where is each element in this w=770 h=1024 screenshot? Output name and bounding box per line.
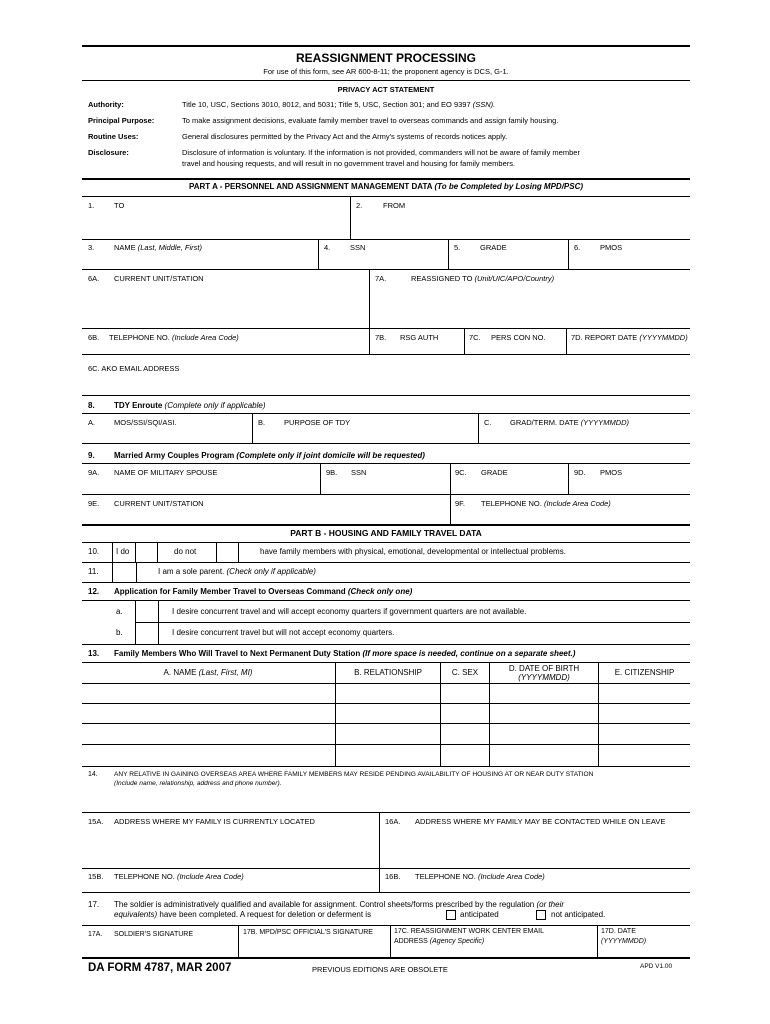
spouse-name-input[interactable]: [83, 478, 318, 492]
leave-address-input[interactable]: [381, 828, 688, 866]
soldier-signature-field[interactable]: [83, 940, 236, 956]
field-8b-num: B.: [258, 418, 266, 427]
field-14-note: (Include name, relationship, address and phone number).: [114, 780, 282, 787]
donot-checkbox[interactable]: [217, 543, 237, 561]
privacy-act-title: PRIVACY ACT STATEMENT: [337, 85, 435, 94]
part-a-title: PART A - PERSONNEL AND ASSIGNMENT MANAGEMENT DATA (To be Completed by Losing MPD/PSC): [188, 182, 584, 191]
ssn-input[interactable]: [320, 254, 446, 268]
field-10-num: 10.: [88, 547, 100, 556]
field-16b-label: TELEPHONE NO. (Include Area Code): [415, 872, 545, 881]
official-signature-field[interactable]: [240, 940, 388, 956]
field-10-donot-label: do not: [174, 547, 197, 556]
purpose-tdy-input[interactable]: [254, 428, 476, 442]
field-8a-num: A.: [88, 418, 96, 427]
pers-con-input[interactable]: [466, 343, 564, 353]
anticipated-label: anticipated: [460, 910, 499, 919]
spouse-grade-input[interactable]: [452, 478, 566, 492]
field-16a-label: ADDRESS WHERE MY FAMILY MAY BE CONTACTED WHILE ON LEAVE: [415, 817, 666, 826]
field-9b-num: 9B.: [326, 468, 338, 477]
field-7b-label: RSG AUTH: [400, 333, 439, 342]
field-6b-label: TELEPHONE NO. (Include Area Code): [109, 333, 239, 342]
field-5-num: 5.: [454, 243, 461, 252]
field-8c-num: C.: [484, 418, 492, 427]
field-6b-num: 6B.: [88, 333, 100, 342]
field-17a-label: SOLDIER'S SIGNATURE: [114, 931, 193, 938]
field-1-label: TO: [114, 201, 125, 210]
field-6-num: 6.: [574, 243, 581, 252]
field-6-label: PMOS: [600, 243, 623, 252]
table-row[interactable]: [83, 724, 689, 743]
field-7b-num: 7B.: [375, 333, 387, 342]
routine-label: Routine Uses:: [88, 132, 139, 141]
spouse-telephone-input[interactable]: [452, 509, 688, 523]
table-row[interactable]: [83, 745, 689, 765]
field-9f-label: TELEPHONE NO. (Include Area Code): [481, 499, 611, 508]
field-8-label: TDY Enroute (Complete only if applicable): [114, 401, 266, 410]
field-11-num: 11.: [88, 567, 99, 576]
field-3-label: NAME (Last, Middle, First): [114, 243, 202, 252]
report-date-input[interactable]: [568, 343, 688, 353]
current-unit-input[interactable]: [83, 285, 367, 327]
field-16b-num: 16B.: [385, 872, 401, 881]
ido-checkbox[interactable]: [136, 543, 156, 561]
field-5-label: GRADE: [480, 243, 507, 252]
field-3-num: 3.: [88, 243, 95, 252]
field-9-label: Married Army Couples Program (Complete only if joint domicile will be requested): [114, 451, 425, 460]
not-anticipated-label: not anticipated.: [551, 910, 606, 919]
field-17a-num: 17A.: [88, 931, 103, 938]
field-9a-num: 9A.: [88, 468, 100, 477]
purpose-label: Principal Purpose:: [88, 116, 155, 125]
concurrent-economy-checkbox[interactable]: [136, 601, 157, 621]
field-17c-label: 17C. REASSIGNMENT WORK CENTER EMAIL: [394, 928, 545, 935]
field-13-label: Family Members Who Will Travel to Next Permanent Duty Station (If more space is needed, continue on a separate sheet.): [114, 649, 576, 658]
part-b-title: PART B - HOUSING AND FAMILY TRAVEL DATA: [290, 528, 482, 538]
work-center-email-input[interactable]: [392, 947, 595, 956]
field-12-label: Application for Family Member Travel to Overseas Command (Check only one): [114, 587, 413, 596]
field-17-num: 17.: [88, 900, 100, 909]
field-9c-label: GRADE: [481, 468, 508, 477]
col-header-name: A. NAME (Last, First, MI): [163, 668, 253, 677]
table-row[interactable]: [83, 684, 689, 702]
field-7a-num: 7A.: [375, 274, 387, 283]
field-4-num: 4.: [324, 243, 331, 252]
field-8a-label: MOS/SSI/SQI/ASI.: [114, 418, 177, 427]
overseas-relative-input[interactable]: [83, 790, 688, 810]
field-17d-label: 17D. DATE: [601, 928, 636, 935]
col-header-dob: D. DATE OF BIRTH (YYYYMMDD): [508, 664, 580, 683]
family-telephone-input[interactable]: [83, 882, 377, 891]
field-14-text: ANY RELATIVE IN GAINING OVERSEAS AREA WHERE FAMILY MEMBERS MAY RESIDE PENDING AVAILABILITY OF HOUSING AT OR NEAR DUTY STATION: [114, 771, 594, 778]
not-anticipated-checkbox[interactable]: [536, 910, 546, 920]
form-subtitle: For use of this form, see AR 600-8-11; the proponent agency is DCS, G-1.: [263, 67, 509, 76]
telephone-input[interactable]: [83, 343, 367, 353]
field-6a-label: CURRENT UNIT/STATION: [114, 274, 204, 283]
spouse-ssn-input[interactable]: [322, 478, 448, 492]
disclosure-label: Disclosure:: [88, 148, 129, 157]
field-9d-label: PMOS: [600, 468, 623, 477]
pmos-input[interactable]: [570, 254, 688, 268]
anticipated-checkbox[interactable]: [446, 910, 456, 920]
field-17-line1: The soldier is administratively qualified and available for assignment. Control sheets/forms prescribed by the regulation (or their: [114, 900, 565, 909]
field-6c-label: 6C. AKO EMAIL ADDRESS: [88, 364, 180, 373]
field-9e-label: CURRENT UNIT/STATION: [114, 499, 204, 508]
spouse-unit-input[interactable]: [83, 509, 448, 523]
field-15a-label: ADDRESS WHERE MY FAMILY IS CURRENTLY LOCATED: [114, 817, 315, 826]
field-13-num: 13.: [88, 649, 100, 658]
purpose-text: To make assignment decisions, evaluate family member travel to overseas commands and assign family housing.: [182, 116, 559, 125]
mos-input[interactable]: [83, 428, 250, 442]
field-17b-label: 17B. MPD/PSC OFFICIAL'S SIGNATURE: [243, 929, 373, 936]
field-9f-num: 9F.: [455, 499, 466, 508]
form-title: REASSIGNMENT PROCESSING: [295, 51, 477, 65]
disclosure-line1: Disclosure of information is voluntary. If the information is not provided, commanders will not be aware of family member: [182, 148, 580, 157]
field-9-num: 9.: [88, 451, 95, 460]
field-9e-num: 9E.: [88, 499, 100, 508]
field-16a-num: 16A.: [385, 817, 401, 826]
grade-input[interactable]: [450, 254, 566, 268]
field-12-num: 12.: [88, 587, 100, 596]
field-12a-num: a.: [116, 607, 123, 616]
spouse-pmos-input[interactable]: [570, 478, 688, 492]
name-input[interactable]: [83, 254, 317, 268]
concurrent-no-economy-checkbox[interactable]: [136, 623, 157, 643]
grad-date-input[interactable]: [480, 428, 688, 442]
date-input[interactable]: [599, 947, 688, 956]
routine-text: General disclosures permitted by the Privacy Act and the Army's systems of records notices apply.: [182, 132, 508, 141]
field-7a-label: REASSIGNED TO (Unit/UIC/APO/Country): [411, 274, 555, 283]
reassigned-to-input[interactable]: [371, 285, 688, 327]
leave-telephone-input[interactable]: [381, 882, 688, 891]
field-8-num: 8.: [88, 401, 95, 410]
table-row[interactable]: [83, 704, 689, 722]
field-17c-label2: ADDRESS (Agency Specific): [394, 938, 485, 945]
col-header-relationship: B. RELATIONSHIP: [354, 668, 422, 677]
obsolete-notice: PREVIOUS EDITIONS ARE OBSOLETE: [312, 965, 448, 974]
col-header-citizenship: E. CITIZENSHIP: [614, 668, 675, 677]
field-8b-label: PURPOSE OF TDY: [284, 418, 351, 427]
field-15b-num: 15B.: [88, 872, 104, 881]
field-12b-num: b.: [116, 628, 123, 637]
field-1-num: 1.: [88, 201, 95, 210]
field-9c-num: 9C.: [455, 468, 467, 477]
field-11-text: I am a sole parent. (Check only if applicable): [158, 567, 316, 576]
to-input[interactable]: [83, 210, 349, 238]
field-17-line2: equivalents) have been completed. A request for deletion or deferment is: [114, 910, 372, 919]
field-9d-num: 9D.: [574, 468, 586, 477]
ako-email-input[interactable]: [83, 374, 688, 390]
rsg-auth-input[interactable]: [371, 343, 463, 353]
field-8c-label: GRAD/TERM. DATE (YYYYMMDD): [510, 418, 630, 427]
version-label: APD V1.00: [640, 963, 673, 970]
field-7c-num: 7C.: [469, 333, 481, 342]
field-7c-label: PERS CON NO.: [491, 333, 546, 342]
field-10-text: have family members with physical, emotional, developmental or intellectual problems.: [260, 547, 566, 556]
disclosure-line2: travel and housing requests, and will result in no government travel and housing for family members.: [182, 159, 516, 168]
field-14-num: 14.: [88, 771, 98, 778]
field-2-label: FROM: [383, 201, 406, 210]
field-4-label: SSN: [350, 243, 366, 252]
family-address-input[interactable]: [83, 828, 377, 866]
field-15a-num: 15A.: [88, 817, 104, 826]
form-identifier: DA FORM 4787, MAR 2007: [88, 962, 232, 974]
sole-parent-checkbox[interactable]: [113, 563, 135, 581]
field-12b-text: I desire concurrent travel but will not accept economy quarters.: [172, 628, 395, 637]
field-9a-label: NAME OF MILITARY SPOUSE: [114, 468, 218, 477]
field-12a-text: I desire concurrent travel and will accept economy quarters if government quarters are not available.: [172, 607, 527, 616]
col-header-sex: C. SEX: [451, 668, 479, 677]
authority-label: Authority:: [88, 100, 124, 109]
from-input[interactable]: [352, 210, 688, 238]
field-17d-note: (YYYYMMDD): [601, 938, 647, 945]
authority-text: Title 10, USC, Sections 3010, 8012, and 5031; Title 5, USC, Section 301; and EO 9397 (SSN).: [182, 100, 496, 109]
field-6a-num: 6A.: [88, 274, 100, 283]
field-10-ido-label: I do: [116, 547, 130, 556]
field-15b-label: TELEPHONE NO. (Include Area Code): [114, 872, 244, 881]
field-7d-label: 7D. REPORT DATE (YYYYMMDD): [571, 333, 688, 342]
field-9b-label: SSN: [351, 468, 367, 477]
field-2-num: 2.: [356, 201, 363, 210]
